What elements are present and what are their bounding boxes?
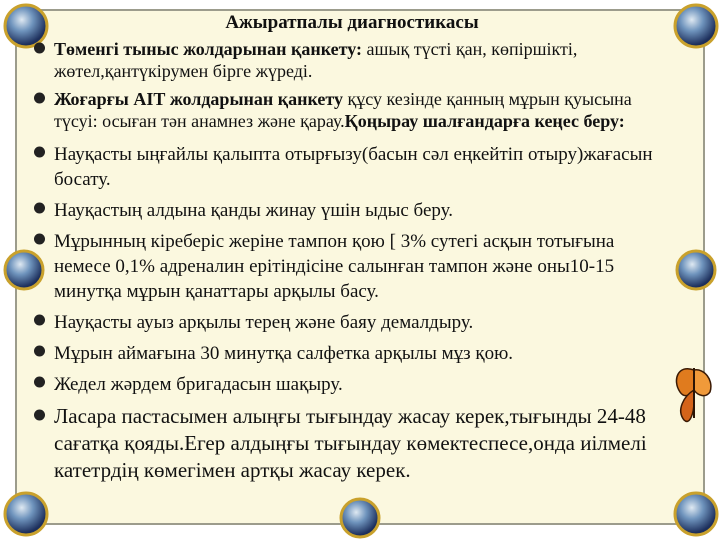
slide-content	[34, 12, 670, 484]
item-bold-text: Жоғарғы АІТ жолдарынан қанкету	[54, 89, 348, 109]
list-item	[34, 229, 670, 304]
list-item	[34, 403, 654, 484]
item-text: Науқасты ауыз арқылы терең және баяу демалдыру.	[54, 312, 474, 333]
list-item	[34, 38, 670, 82]
edge-orb-right	[674, 248, 720, 294]
item-text: құсу кезінде қанның мұрын қуысына түсуі: осыған тән анамнез және қарау.	[54, 89, 632, 131]
item-bold-text: Төменгі тыныс жолдарынан қанкету:	[54, 39, 367, 59]
list-item	[34, 142, 670, 192]
bullet-icon	[34, 42, 45, 53]
slide-title: Ажыратпалы диагностикасы	[225, 12, 479, 33]
item-text: Ласара пастасымен алыңғы тығындау жасау керек,тығынды 24-48 сағатқа қояды.Егер алдыңғы тығындау көмектеспесе,онда иілмелі катетрдің көмегімен артқы жасау керек.	[54, 404, 647, 482]
bullet-icon	[34, 234, 45, 245]
bullet-icon	[34, 377, 45, 388]
item-text: Жедел жәрдем бригадасын шақыру.	[54, 374, 343, 395]
bullet-icon	[34, 346, 45, 357]
item-text: Науқасты ыңғайлы қалыпта отырғызу(басын сәл еңкейтіп отыру)жағасын босату.	[54, 144, 653, 190]
bullet-icon	[34, 92, 45, 103]
bullet-icon	[34, 315, 45, 326]
bullet-icon	[34, 203, 45, 214]
corner-orb-bottom-right	[672, 490, 720, 540]
list-item	[34, 310, 670, 335]
corner-orb-bottom-left	[2, 490, 52, 540]
item-text: Науқастың алдына қанды жинау үшін ыдыс беру.	[54, 200, 453, 221]
list-item	[34, 372, 670, 397]
list-item	[34, 341, 670, 366]
item-text: Мұрын аймағына 30 минутқа салфетка арқылы мұз қою.	[54, 343, 514, 364]
list-item	[34, 198, 670, 223]
corner-orb-top-right	[672, 2, 720, 52]
item-text: ашық түсті қан, көпіршікті, жөтел,қантүкірумен бірге жүреді.	[54, 39, 578, 81]
item-text: Мұрынның кіреберіс жеріне тампон қою [ 3% сутегі асқын тотығына немесе 0,1% адреналин ерітіндісіне салынған тампон және оны10-15 минутқа мұрын қанаттары арқылы басу.	[54, 231, 615, 302]
butterfly-icon	[670, 360, 718, 432]
item-bold-text: Қоңырау шалғандарға кеңес беру:	[344, 111, 625, 131]
list-item	[34, 88, 670, 132]
bullet-icon	[34, 147, 45, 158]
edge-orb-bottom	[338, 496, 384, 542]
bullet-icon	[34, 409, 45, 420]
